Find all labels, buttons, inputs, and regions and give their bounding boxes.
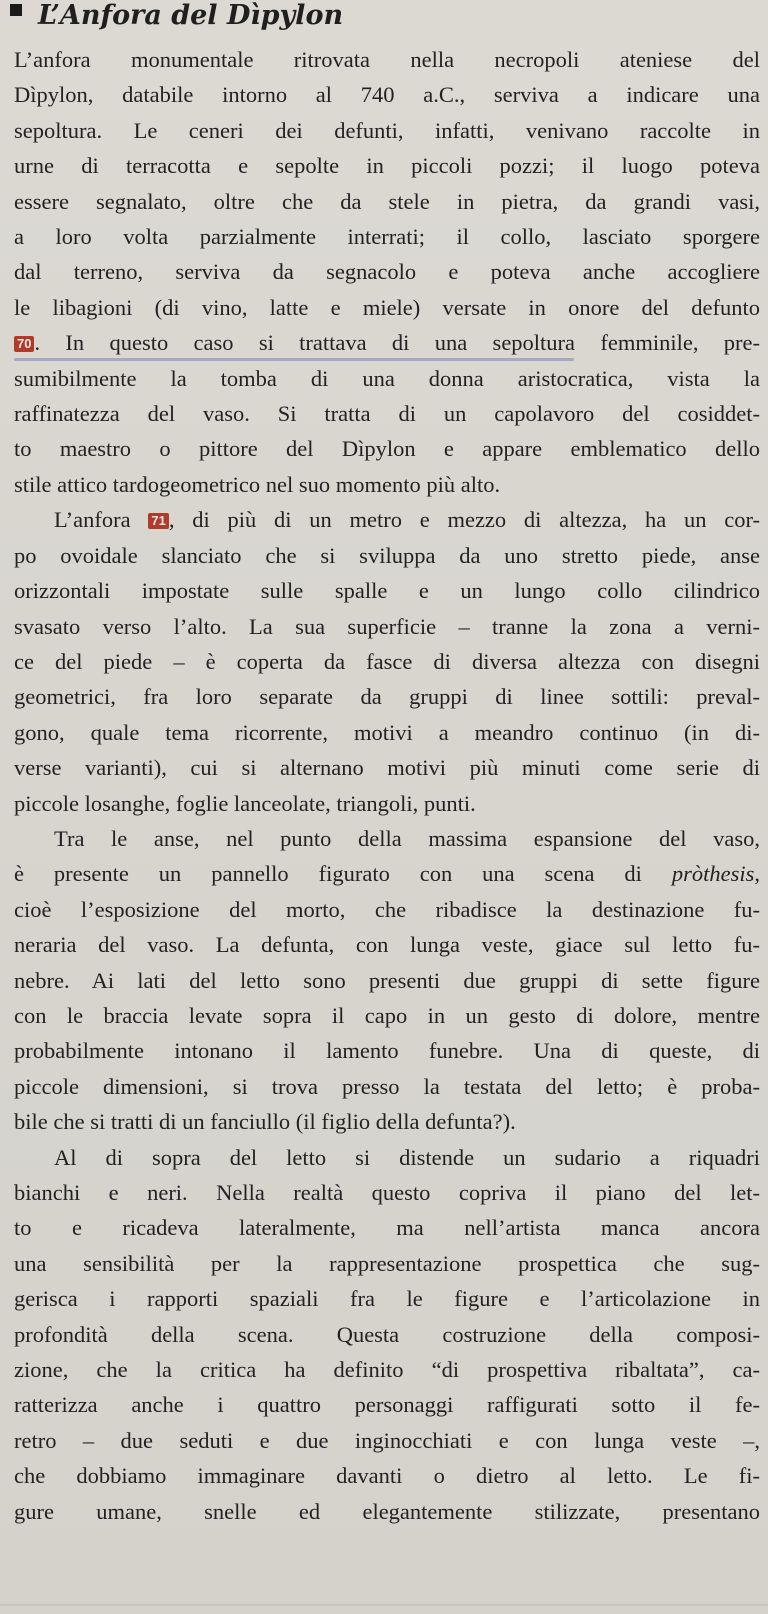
- paragraph-4: [14, 1140, 760, 1529]
- figure-reference-71[interactable]: 71: [148, 513, 168, 529]
- text-line: neraria del vaso. La defunta, con lunga veste, giace sul letto fu-: [14, 932, 760, 958]
- text-fragment: è presente un pannello figurato con una scena di: [14, 861, 672, 887]
- text-line: to e ricadeva lateralmente, ma nell’artista manca ancora: [14, 1215, 760, 1241]
- paragraph-3: [14, 821, 760, 1140]
- text-line: Dìpylon, databile intorno al 740 a.C., serviva a indicare una: [14, 82, 760, 108]
- text-line: nebre. Ai lati del letto sono presenti due gruppi di sette figure: [14, 967, 760, 993]
- text-line: L’anfora monumentale ritrovata nella necropoli ateniese del: [14, 47, 760, 72]
- text-line: orizzontali impostate sulle spalle e un lungo collo cilindrico: [14, 578, 760, 604]
- text-line: stile attico tardogeometrico nel suo momento più alto.: [14, 471, 501, 497]
- text-line: sepoltura. Le ceneri dei defunti, infatti, venivano raccolte in: [14, 117, 760, 143]
- text-line: a loro volta parzialmente interrati; il collo, lasciato sporgere: [14, 224, 760, 250]
- section-title: L’Anfora del Dìpylon: [38, 0, 344, 31]
- text-line: bianchi e neri. Nella realtà questo copriva il piano del let-: [14, 1180, 760, 1205]
- text-line: [14, 856, 760, 891]
- text-line: una sensibilità per la rappresentazione prospettica che sug-: [14, 1250, 760, 1276]
- text-line: essere segnalato, oltre che da stele in pietra, da grandi vasi,: [14, 188, 760, 214]
- page-edge: [0, 1604, 768, 1606]
- text-fragment: . In questo caso si trattava di una sepoltura femminile, pre-: [34, 330, 760, 356]
- text-line: [14, 325, 760, 360]
- text-line: raffinatezza del vaso. Si tratta di un capolavoro del cosiddet-: [14, 401, 760, 427]
- text-line: gono, quale tema ricorrente, motivi a meandro continuo (in di-: [14, 719, 760, 745]
- text-line: gure umane, snelle ed elegantemente stilizzate, presentano: [14, 1498, 760, 1524]
- text-line: dal terreno, serviva da segnacolo e poteva anche accogliere: [14, 259, 760, 285]
- italic-term: pròthesis: [671, 861, 755, 887]
- text-line: le libagioni (di vino, latte e miele) versate in onore del defunto: [14, 294, 760, 320]
- text-line: geometrici, fra loro separate da gruppi di linee sottili: preval-: [14, 684, 760, 710]
- text-fragment: L’anfora: [54, 507, 131, 533]
- text-fragment: , di più di un metro e mezzo di altezza, ha un cor-: [168, 507, 760, 533]
- square-bullet-icon: [10, 4, 22, 16]
- text-line: piccole losanghe, foglie lanceolate, triangoli, punti.: [14, 790, 476, 816]
- text-line: retro – due seduti e due inginocchiati e con lunga veste –,: [14, 1427, 760, 1453]
- text-line: urne di terracotta e sepolte in piccoli pozzi; il luogo poteva: [14, 153, 760, 179]
- paragraph-1: [14, 42, 760, 502]
- text-line: [14, 502, 760, 537]
- text-line: verse varianti), cui si alternano motivi più minuti come serie di: [14, 755, 760, 781]
- text-line: profondità della scena. Questa costruzione della composi-: [14, 1321, 760, 1347]
- text-line: che dobbiamo immaginare davanti o dietro al letto. Le fi-: [14, 1463, 760, 1489]
- text-line: probabilmente intonano il lamento funebre. Una di queste, di: [14, 1038, 760, 1064]
- text-line: gerisca i rapporti spaziali fra le figure e l’articolazione in: [14, 1286, 760, 1312]
- body-text: [14, 42, 760, 1529]
- text-line: ratterizza anche i quattro personaggi raffigurati sotto il fe-: [14, 1392, 760, 1418]
- text-line: Al di sopra del letto si distende un sudario a riquadri: [54, 1144, 760, 1170]
- text-line: ce del piede – è coperta da fasce di diversa altezza con disegni: [14, 648, 760, 674]
- text-line: bile che si tratti di un fanciullo (il figlio della defunta?).: [14, 1109, 516, 1135]
- text-line: svasato verso l’alto. La sua superficie – tranne la zona a verni-: [14, 613, 760, 639]
- paragraph-2: [14, 502, 760, 821]
- text-line: to maestro o pittore del Dìpylon e appare emblematico dello: [14, 436, 760, 462]
- text-fragment: ,: [754, 861, 760, 887]
- text-line: po ovoidale slanciato che si sviluppa da uno stretto piede, anse: [14, 542, 760, 568]
- text-line: cioè l’esposizione del morto, che ribadisce la destinazione fu-: [14, 896, 760, 922]
- text-line: Tra le anse, nel punto della massima espansione del vaso,: [54, 825, 760, 851]
- figure-reference-70[interactable]: 70: [14, 336, 34, 352]
- text-line: con le braccia levate sopra il capo in un gesto di dolore, mentre: [14, 1002, 760, 1028]
- text-line: zione, che la critica ha definito “di prospettiva ribaltata”, ca-: [14, 1357, 760, 1383]
- text-line: piccole dimensioni, si trova presso la testata del letto; è proba-: [14, 1073, 760, 1099]
- text-line: sumibilmente la tomba di una donna aristocratica, vista la: [14, 365, 760, 391]
